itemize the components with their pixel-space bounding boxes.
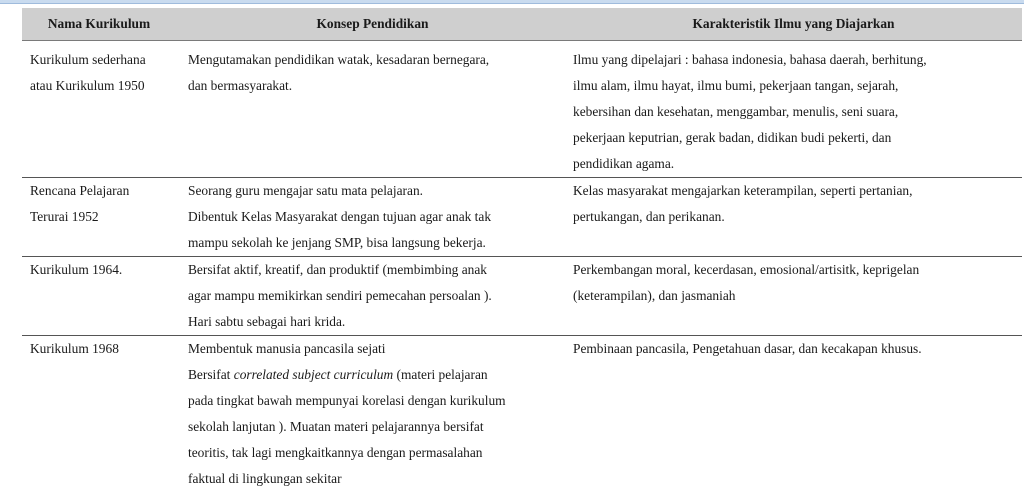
text-line: (keterampilan), dan jasmaniah [573, 288, 736, 303]
cell-concept [180, 41, 565, 178]
text-line: Pembinaan pancasila, Pengetahuan dasar, dan kecakapan khusus. [573, 341, 922, 356]
table-row [22, 336, 1022, 493]
text-line: Rencana Pelajaran [30, 183, 130, 198]
text-fragment: Bersifat [188, 367, 234, 382]
table-row [22, 178, 1022, 257]
window-top-border [0, 0, 1024, 4]
cell-concept [180, 336, 565, 493]
cell-curriculum-name [22, 336, 180, 493]
cell-curriculum-name [22, 41, 180, 178]
text-line: Membentuk manusia pancasila sejati [188, 341, 386, 356]
text-line: atau Kurikulum 1950 [30, 78, 145, 93]
cell-concept [180, 257, 565, 336]
text-line: Kurikulum 1964. [30, 262, 123, 277]
text-line: dan bermasyarakat. [188, 78, 293, 93]
cell-curriculum-name [22, 257, 180, 336]
cell-characteristics [565, 336, 1022, 493]
text-line: Mengutamakan pendidikan watak, kesadaran bernegara, [188, 52, 490, 67]
text-line [188, 362, 559, 388]
text-line: Kelas masyarakat mengajarkan keterampilan, seperti pertanian, [573, 183, 913, 198]
text-line: pendidikan agama. [573, 156, 675, 171]
text-line: pekerjaan keputrian, gerak badan, didikan budi pekerti, dan [573, 130, 892, 145]
cell-characteristics [565, 257, 1022, 336]
text-line: Hari sabtu sebagai hari krida. [188, 314, 346, 329]
text-line: Kurikulum sederhana [30, 52, 146, 67]
curriculum-table [22, 8, 1022, 492]
text-line: pertukangan, dan perikanan. [573, 209, 725, 224]
cell-concept [180, 178, 565, 257]
text-line: Perkembangan moral, kecerdasan, emosional/artisitk, keprigelan [573, 262, 920, 277]
text-line: ilmu alam, ilmu hayat, ilmu bumi, pekerjaan tangan, sejarah, [573, 78, 899, 93]
cell-curriculum-name [22, 178, 180, 257]
text-line: faktual di lingkungan sekitar [188, 471, 342, 486]
table-header [22, 8, 1022, 41]
text-line: Dibentuk Kelas Masyarakat dengan tujuan agar anak tak [188, 209, 492, 224]
cell-characteristics [565, 178, 1022, 257]
table-row [22, 41, 1022, 178]
italic-term: correlated subject curriculum [233, 367, 394, 382]
table-row [22, 257, 1022, 336]
cell-characteristics [565, 41, 1022, 178]
text-line: pada tingkat bawah mempunyai korelasi dengan kurikulum [188, 393, 506, 408]
header-konsep-pendidikan: Konsep Pendidikan [180, 8, 565, 41]
text-line: Bersifat aktif, kreatif, dan produktif (membimbing anak [188, 262, 487, 277]
text-line: Kurikulum 1968 [30, 341, 119, 356]
header-karakteristik-ilmu: Karakteristik Ilmu yang Diajarkan [565, 8, 1022, 41]
text-line: sekolah lanjutan ). Muatan materi pelajarannya bersifat [188, 419, 484, 434]
text-line: Terurai 1952 [30, 209, 99, 224]
header-nama-kurikulum: Nama Kurikulum [22, 8, 180, 41]
text-line: Seorang guru mengajar satu mata pelajaran. [188, 183, 423, 198]
text-line: teoritis, tak lagi mengkaitkannya dengan permasalahan [188, 445, 483, 460]
text-line: mampu sekolah ke jenjang SMP, bisa langsung bekerja. [188, 235, 486, 250]
text-fragment: (materi pelajaran [393, 367, 488, 382]
text-line: kebersihan dan kesehatan, menggambar, menulis, seni suara, [573, 104, 899, 119]
text-line: agar mampu memikirkan sendiri pemecahan persoalan ). [188, 288, 492, 303]
text-line: Ilmu yang dipelajari : bahasa indonesia, bahasa daerah, berhitung, [573, 52, 927, 67]
